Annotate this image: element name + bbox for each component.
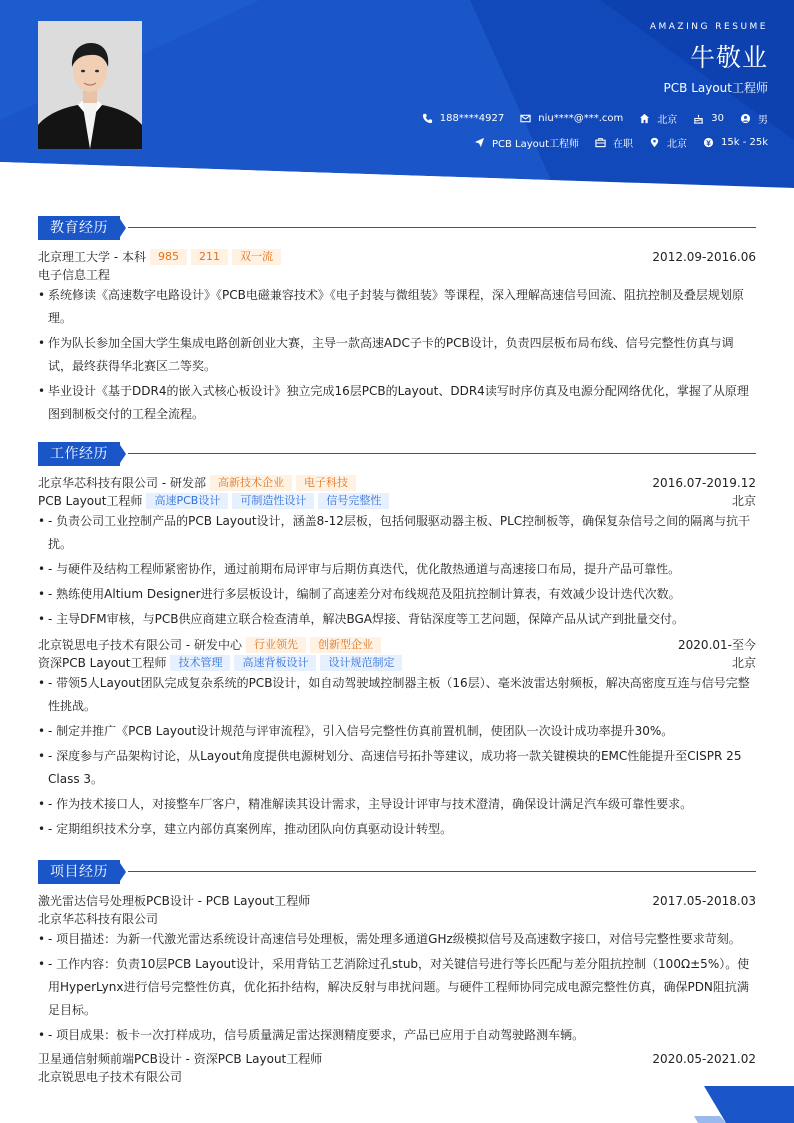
company-tag: 行业领先: [246, 637, 306, 653]
list-item: • - 项目成果：板卡一次打样成功，信号质量满足雷达探测精度要求，产品已应用于自动驾驶路测车辆。: [38, 1024, 756, 1047]
salary-icon: [703, 137, 714, 148]
job-position-row: [38, 654, 756, 672]
age-info: [693, 113, 724, 124]
briefcase-icon: [595, 137, 606, 148]
list-item: • - 定期组织技术分享，建立内部仿真案例库，推动团队向仿真驱动设计转型。: [38, 818, 756, 841]
skill-tag: 设计规范制定: [320, 655, 402, 671]
phone-icon: [422, 113, 433, 124]
age: 30: [711, 113, 724, 124]
project-date: 2017.05-2018.03: [652, 894, 756, 908]
list-item: • 毕业设计《基于DDR4的嵌入式核心板设计》独立完成16层PCB的Layout、DDR4读写时序仿真及电源分配网络优化，掌握了从原理图到制板交付的工程全流程。: [38, 380, 756, 426]
expected-salary: 15k - 25k: [721, 137, 768, 148]
section-title: 教育经历: [38, 216, 120, 240]
skill-tag: 技术管理: [170, 655, 230, 671]
section-arrow: [118, 216, 126, 240]
list-item: • 作为队长参加全国大学生集成电路创新创业大赛，主导一款高速ADC子卡的PCB设计，负责四层板布局布线、信号完整性仿真与调试，最终获得华北赛区二等奖。: [38, 332, 756, 378]
job-entry: [38, 474, 756, 492]
employment-status-info: [595, 135, 633, 150]
job-position-row: [38, 492, 756, 510]
project-entry: [38, 892, 756, 910]
job-bullets: [38, 672, 756, 841]
company-tag: 高新技术企业: [210, 475, 292, 491]
list-item: • - 制定并推广《PCB Layout设计规范与评审流程》，引入信号完整性仿真前置机制，使团队一次设计成功率提升30%。: [38, 720, 756, 743]
send-icon: [474, 137, 485, 148]
company-tag: 电子科技: [296, 475, 356, 491]
gender-icon: [740, 113, 751, 124]
project-company: 北京华芯科技有限公司: [38, 912, 159, 926]
project-name: 卫星通信射频前端PCB设计 - 资深PCB Layout工程师: [38, 1052, 323, 1066]
education-entry: [38, 248, 756, 266]
candidate-title: PCB Layout工程师: [663, 81, 768, 95]
section-title: 项目经历: [38, 860, 120, 884]
email-info: [520, 113, 623, 124]
target-city: 北京: [667, 139, 687, 150]
skill-tag: 高速背板设计: [234, 655, 316, 671]
major-row: [38, 266, 756, 284]
phone-info: [422, 113, 505, 124]
section-arrow: [118, 860, 126, 884]
job-city: 北京: [731, 494, 756, 508]
company-tag: 创新型企业: [310, 637, 381, 653]
list-item: • - 项目描述：为新一代激光雷达系统设计高速信号处理板，需处理多通道GHz级模拟信号及高速数字接口，对信号完整性要求苛刻。: [38, 928, 756, 951]
job-date: 2016.07-2019.12: [652, 476, 756, 490]
contact-row: [406, 111, 768, 126]
job-bullets: [38, 510, 756, 631]
skill-tag: 信号完整性: [318, 493, 389, 509]
resume-tagline: AMAZING RESUME: [649, 22, 768, 32]
work-section-header: [38, 442, 756, 466]
section-title: 工作经历: [38, 442, 120, 466]
target-position: PCB Layout工程师: [491, 139, 579, 150]
section-divider: [128, 871, 756, 872]
expected-salary-info: [703, 137, 768, 148]
job-date: 2020.01-至今: [678, 638, 756, 652]
mail-icon: [520, 113, 531, 124]
home-icon: [639, 113, 650, 124]
footer-decoration: [680, 1086, 794, 1123]
skill-tag: 高速PCB设计: [146, 493, 228, 509]
project-bullets: [38, 928, 756, 1047]
hometown: 北京: [657, 115, 678, 126]
list-item: • - 主导DFM审核，与PCB供应商建立联合检查清单，解决BGA焊接、背钻深度等工艺问题，保障产品从试产到批量交付。: [38, 608, 756, 631]
job-entry: [38, 636, 756, 654]
skill-tag: 可制造性设计: [232, 493, 314, 509]
target-city-info: [649, 135, 687, 150]
projects-section-header: [38, 860, 756, 884]
list-item: • - 熟练使用Altium Designer进行多层板设计，编制了高速差分对布线规范及阻抗控制计算表，有效减少设计迭代次数。: [38, 583, 756, 606]
project-name: 激光雷达信号处理板PCB设计 - PCB Layout工程师: [38, 894, 311, 908]
list-item: • - 负责公司工业控制产品的PCB Layout设计，涵盖8-12层板，包括伺服驱动器主板、PLC控制板等，确保复杂信号之间的隔离与抗干扰。: [38, 510, 756, 556]
school-tag: 985: [150, 249, 187, 265]
cake-icon: [693, 113, 704, 124]
project-company-row: [38, 1068, 756, 1086]
job-intent-row: [458, 135, 768, 150]
employment-status: 在职: [613, 139, 633, 150]
list-item: • - 深度参与产品架构讨论，从Layout角度提供电源树划分、高速信号拓扑等建议，成功将一款关键模块的EMC性能提升至CISPR 25 Class 3。: [38, 745, 756, 791]
education-section-header: [38, 216, 756, 240]
project-company: 北京锐思电子技术有限公司: [38, 1070, 183, 1084]
list-item: • - 与硬件及结构工程师紧密协作，通过前期布局评审与后期仿真迭代，优化散热通道与高速接口布局，提升产品可靠性。: [38, 558, 756, 581]
phone-number: 188****4927: [439, 113, 505, 124]
school-tag: 211: [191, 249, 228, 265]
hometown-info: [639, 111, 677, 126]
company-name: 北京华芯科技有限公司 - 研发部: [38, 476, 206, 490]
project-company-row: [38, 910, 756, 928]
company-name: 北京锐思电子技术有限公司 - 研发中心: [38, 638, 242, 652]
list-item: • - 工作内容：负责10层PCB Layout设计，采用背钻工艺消除过孔stub，对关键信号进行等长匹配与差分阻抗控制（100Ω±5%）。使用HyperLynx进行信号完整性仿真，优化拓扑结构，解决反射与串扰问题。与硬件工程师协同完成电源完整性仿真，确保PDN阻抗满足目标。: [38, 953, 756, 1022]
project-entry: [38, 1050, 756, 1068]
list-item: • 系统修读《高速数字电路设计》《PCB电磁兼容技术》《电子封装与微组装》等课程，深入理解高速信号回流、阻抗控制及叠层规划原理。: [38, 284, 756, 330]
section-divider: [128, 227, 756, 228]
education-bullets: [38, 284, 756, 426]
list-item: • - 带领5人Layout团队完成复杂系统的PCB设计，如自动驾驶域控制器主板（16层）、毫米波雷达射频板，解决高密度互连与信号完整性挑战。: [38, 672, 756, 718]
list-item: • - 作为技术接口人，对接整车厂客户，精准解读其设计需求，主导设计评审与技术澄清，确保设计满足汽车级可靠性要求。: [38, 793, 756, 816]
location-icon: [649, 137, 660, 148]
candidate-name: 牛敬业: [689, 43, 768, 72]
target-position-info: [474, 135, 579, 150]
avatar-photo: [38, 21, 142, 149]
education-date: 2012.09-2016.06: [652, 250, 756, 264]
section-divider: [128, 453, 756, 454]
job-position: 资深PCB Layout工程师: [38, 656, 167, 670]
job-city: 北京: [731, 656, 756, 670]
school-tag: 双一流: [232, 249, 281, 265]
gender-info: [740, 111, 768, 126]
major: 电子信息工程: [38, 268, 111, 282]
section-arrow: [118, 442, 126, 466]
school-name: 北京理工大学 - 本科: [38, 250, 146, 264]
gender: 男: [758, 115, 768, 126]
job-position: PCB Layout工程师: [38, 494, 143, 508]
email-address: niu****@***.com: [538, 113, 624, 124]
project-date: 2020.05-2021.02: [652, 1052, 756, 1066]
resume-header: [0, 0, 794, 200]
